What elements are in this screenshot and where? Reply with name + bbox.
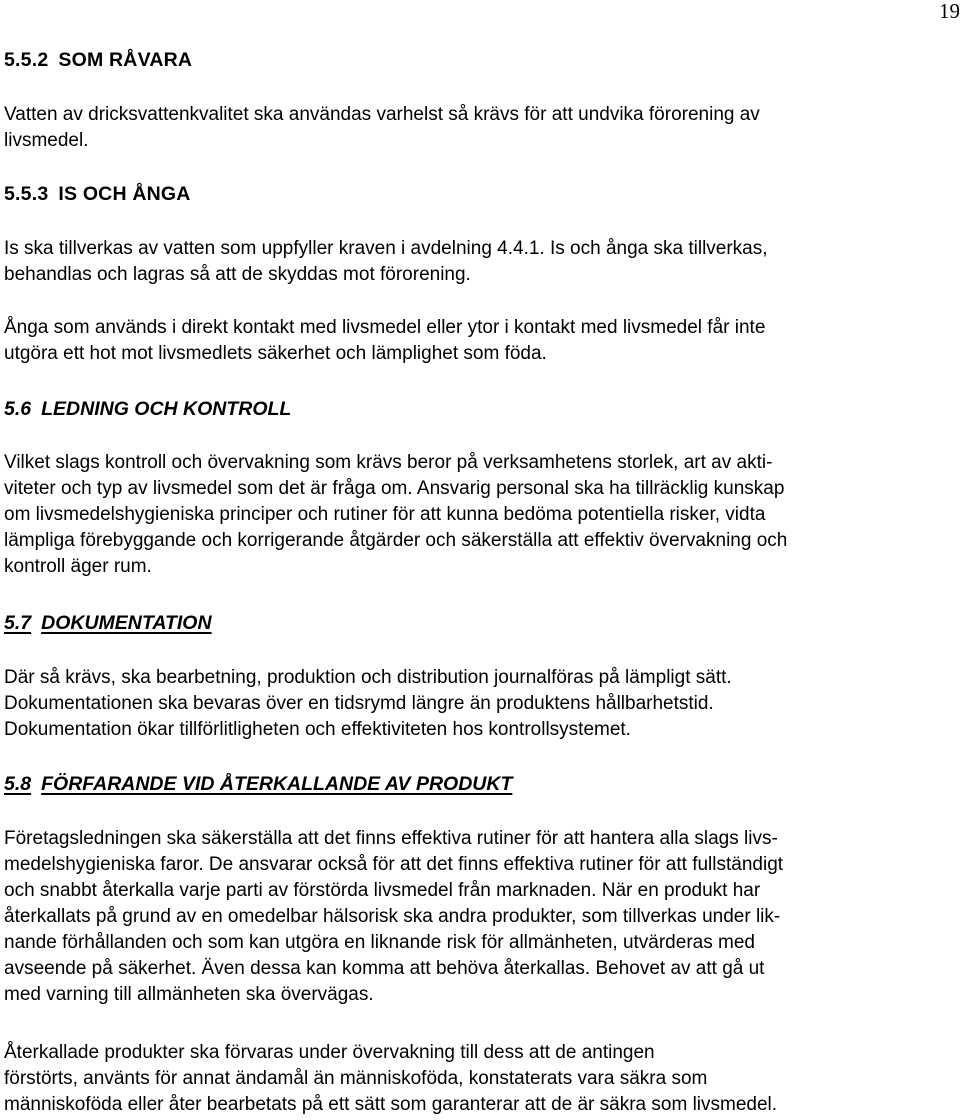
- paragraph-line: människoföda eller åter bearbetats på ett sätt som garanterar att de är säkra som livsmedel.: [4, 1094, 778, 1115]
- section-number: 5.6: [4, 398, 32, 420]
- paragraph-line: Is ska tillverkas av vatten som uppfyller kraven i avdelning 4.4.1. Is och ånga ska tillverkas,: [4, 238, 768, 259]
- paragraph-line: behandlas och lagras så att de skyddas mot förorening.: [4, 264, 471, 285]
- paragraph-line: lämpliga förebyggande och korrigerande åtgärder och säkerställa att effektiv övervakning och: [4, 530, 788, 551]
- paragraph-line: Ånga som används i direkt kontakt med livsmedel eller ytor i kontakt med livsmedel får inte: [4, 317, 766, 338]
- paragraph-5-8-a: [4, 826, 958, 1008]
- section-title: FÖRFARANDE VID ÅTERKALLANDE AV PRODUKT: [41, 773, 513, 795]
- paragraph-5-7: [4, 665, 958, 743]
- section-title: LEDNING OCH KONTROLL: [41, 398, 292, 420]
- section-heading-5-8: [4, 771, 958, 797]
- section-heading-5-5-2: [4, 47, 958, 73]
- section-heading-5-5-3: [4, 181, 958, 207]
- paragraph-line: förstörts, använts för annat ändamål än människoföda, konstaterats vara säkra som: [4, 1068, 708, 1089]
- paragraph-line: avseende på säkerhet. Även dessa kan komma att behöva återkallas. Behovet av att gå ut: [4, 958, 765, 979]
- section-title: IS OCH ÅNGA: [58, 183, 191, 205]
- paragraph-line: Där så krävs, ska bearbetning, produktion och distribution journalföras på lämpligt sätt.: [4, 667, 732, 688]
- paragraph-line: om livsmedelshygieniska principer och rutiner för att kunna bedöma potentiella risker, vidta: [4, 504, 766, 525]
- paragraph-line: Vilket slags kontroll och övervakning som krävs beror på verksamhetens storlek, art av akti-: [4, 452, 773, 473]
- paragraph-line: återkallats på grund av en omedelbar hälsorisk ska andra produkter, som tillverkas under lik-: [4, 906, 781, 927]
- paragraph-5-8-b: [4, 1040, 958, 1118]
- paragraph-5-5-3-b: [4, 315, 958, 367]
- paragraph-line: kontroll äger rum.: [4, 556, 152, 577]
- section-number: 5.5.3: [4, 183, 49, 205]
- section-title: DOKUMENTATION: [41, 612, 212, 634]
- section-heading-5-7: [4, 610, 958, 636]
- paragraph-line: nande förhållanden och som kan utgöra en liknande risk för allmänheten, utvärderas med: [4, 932, 755, 953]
- section-title: SOM RÅVARA: [58, 49, 193, 71]
- section-number: 5.5.2: [4, 49, 49, 71]
- paragraph-line: Företagsledningen ska säkerställa att det finns effektiva rutiner för att hantera alla slags livs-: [4, 828, 778, 849]
- section-number: 5.8: [4, 773, 32, 795]
- section-number: 5.7: [4, 612, 32, 634]
- section-heading-5-6: [4, 396, 958, 422]
- paragraph-line: Vatten av dricksvattenkvalitet ska användas varhelst så krävs för att undvika förorening av: [4, 104, 760, 125]
- paragraph-line: Återkallade produkter ska förvaras under övervakning till dess att de antingen: [4, 1042, 655, 1063]
- paragraph-5-5-2: [4, 102, 958, 154]
- paragraph-line: viteter och typ av livsmedel som det är fråga om. Ansvarig personal ska ha tillräcklig kunskap: [4, 478, 785, 499]
- paragraph-5-6: [4, 450, 958, 580]
- paragraph-line: Dokumentationen ska bevaras över en tidsrymd längre än produktens hållbarhetstid.: [4, 693, 714, 714]
- paragraph-line: med varning till allmänheten ska övervägas.: [4, 984, 374, 1005]
- paragraph-line: medelshygieniska faror. De ansvarar också för att det finns effektiva rutiner för att fullständigt: [4, 854, 784, 875]
- paragraph-5-5-3-a: [4, 236, 958, 288]
- paragraph-line: Dokumentation ökar tillförlitligheten och effektiviteten hos kontrollsystemet.: [4, 719, 631, 740]
- page-number: 19: [939, 0, 960, 23]
- paragraph-line: livsmedel.: [4, 130, 89, 151]
- paragraph-line: utgöra ett hot mot livsmedlets säkerhet och lämplighet som föda.: [4, 343, 547, 364]
- paragraph-line: och snabbt återkalla varje parti av förstörda livsmedel från marknaden. När en produkt har: [4, 880, 761, 901]
